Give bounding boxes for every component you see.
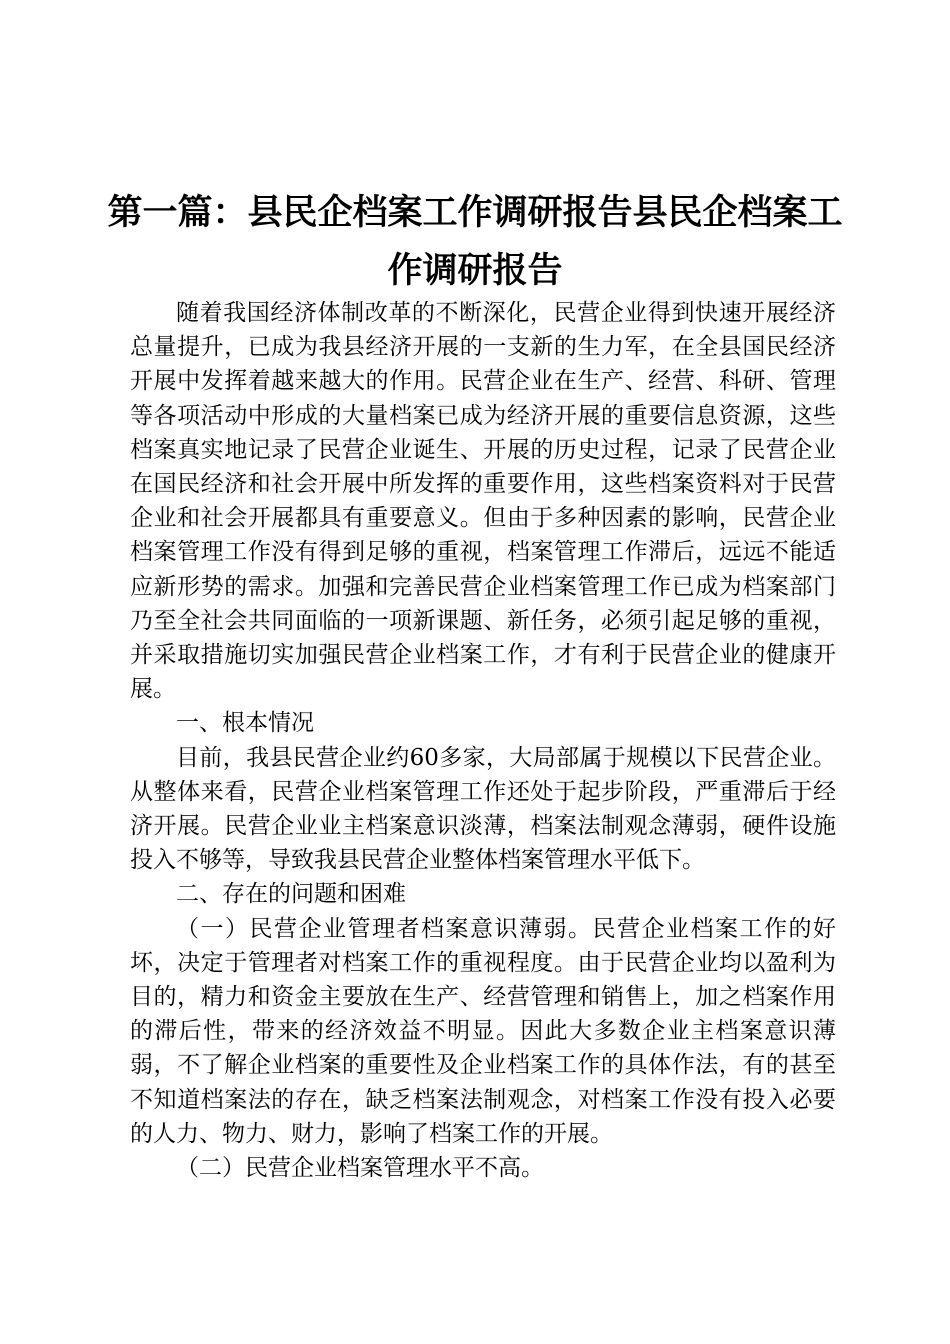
paragraph-problem-one: （一）民营企业管理者档案意识薄弱。民营企业档案工作的好坏，决定于管理者对档案工作的重视程度。由于民营企业均以盈利为目的，精力和资金主要放在生产、经营管理和销售上，加之档案作用的滞后性，带来的经济效益不明显。因此大多数企业主档案意识薄弱，不了解企业档案的重要性及企业档案工作的具体作法，有的甚至不知道档案法的存在，缺乏档案法制观念，对档案工作没有投入必要的人力、物力、财力，影响了档案工作的开展。 xyxy=(130,915,836,1147)
document-body xyxy=(130,296,836,1185)
section-heading-basic-situation: 一、根本情况 xyxy=(176,710,314,737)
paragraph-intro: 随着我国经济体制改革的不断深化，民营企业得到快速开展经济总量提升，已成为我县经济开展的一支新的生力军，在全县国民经济开展中发挥着越来越大的作用。民营企业在生产、经营、科研、管理等各项活动中形成的大量档案已成为经济开展的重要信息资源，这些档案真实地记录了民营企业诞生、开展的历史过程，记录了民营企业在国民经济和社会开展中所发挥的重要作用，这些档案资料对于民营企业和社会开展都具有重要意义。但由于多种因素的影响，民营企业档案管理工作没有得到足够的重视，档案管理工作滞后，远远不能适应新形势的需求。加强和完善民营企业档案管理工作已成为档案部门乃至全社会共同面临的一项新课题、新任务，必须引起足够的重视，并采取措施切实加强民营企业档案工作，才有利于民营企业的健康开展。 xyxy=(130,300,836,703)
paragraph-problem-two: （二）民营企业档案管理水平不高。 xyxy=(176,1155,544,1182)
paragraph-basic-situation: 目前，我县民营企业约60多家，大局部属于规模以下民营企业。从整体来看，民营企业档案管理工作还处于起步阶段，严重滞后于经济开展。民营企业业主档案意识淡薄，档案法制观念薄弱，硬件设施投入不够等，导致我县民营企业整体档案管理水平低下。 xyxy=(130,744,836,874)
section-heading-problems: 二、存在的问题和困难 xyxy=(176,881,406,908)
document-title: 第一篇：县民企档案工作调研报告县民企档案工作调研报告 xyxy=(107,192,843,291)
